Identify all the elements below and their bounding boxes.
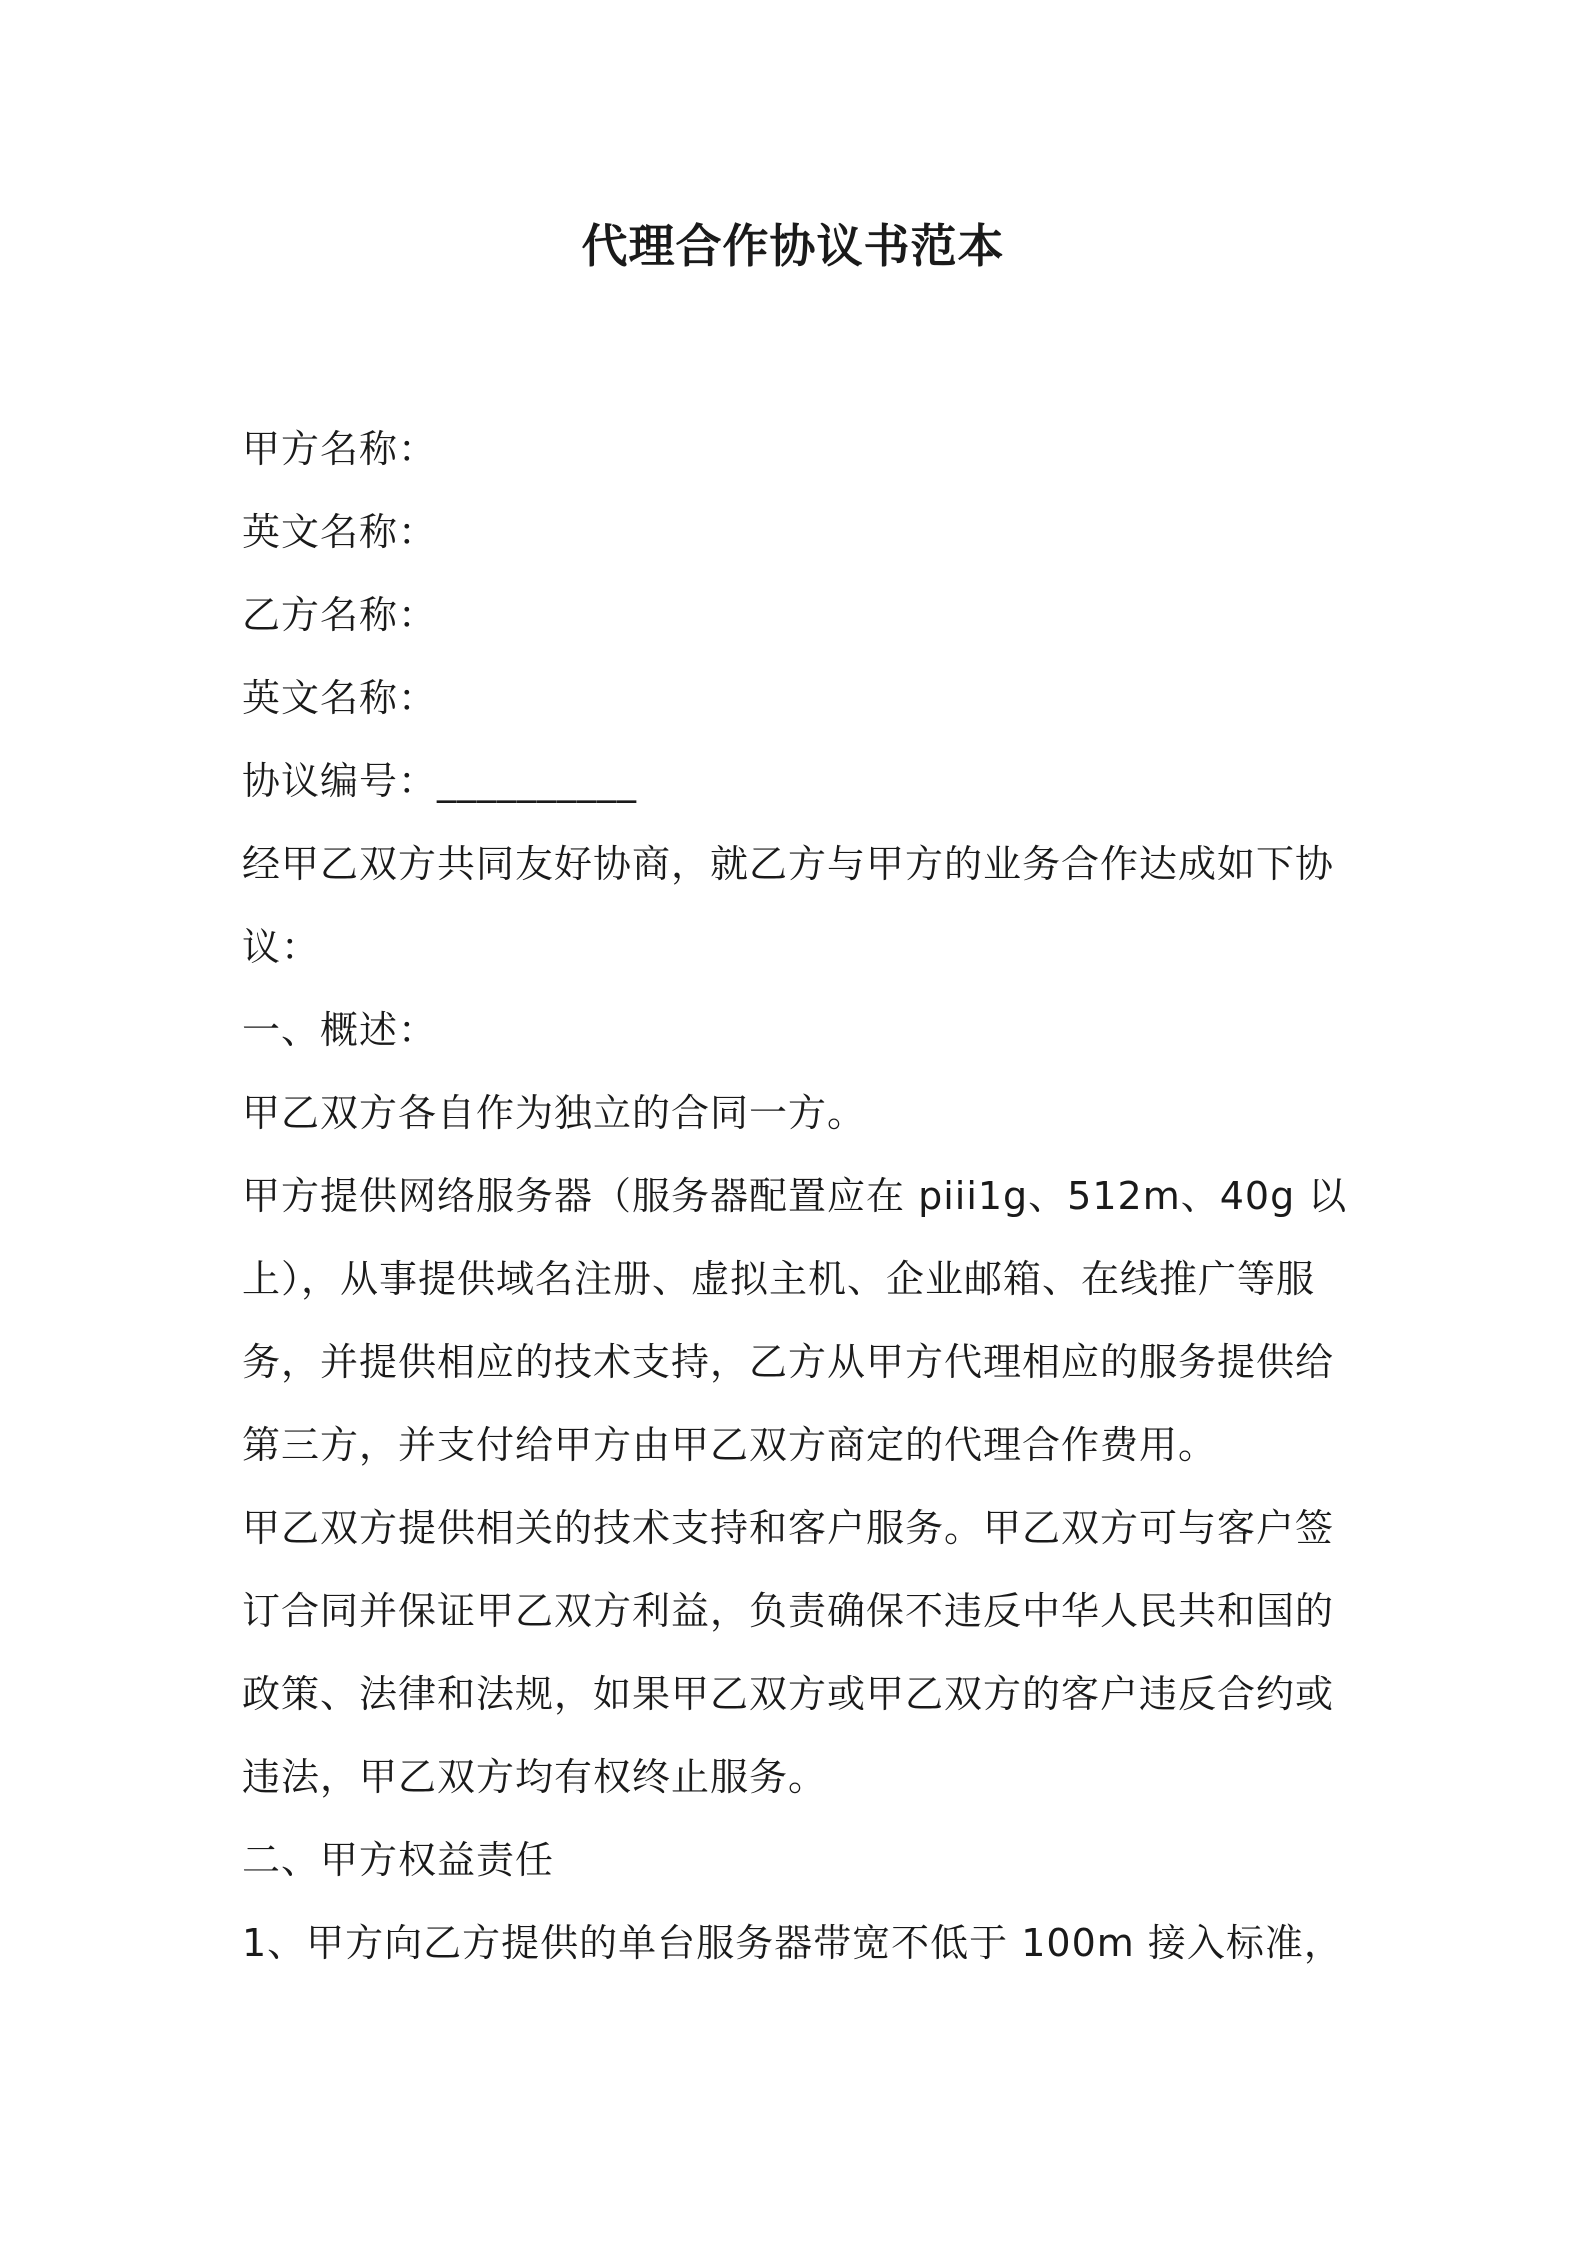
party-a-english-name-field xyxy=(242,491,1352,574)
overview-paragraph-line: 第三方，并支付给甲方由甲乙双方商定的代理合作费用。 xyxy=(242,1423,1218,1467)
agreement-number-blank: __________ xyxy=(437,759,638,803)
party-a-english-name-label: 英文名称： xyxy=(242,510,438,554)
section-heading-party-a-rights: 二、甲方权益责任 xyxy=(242,1838,555,1882)
overview-paragraph-line: 上），从事提供域名注册、虚拟主机、企业邮箱、在线推广等服 xyxy=(242,1257,1316,1301)
agreement-number-label: 协议编号： xyxy=(242,759,438,803)
party-a-name-label: 甲方名称： xyxy=(242,427,438,471)
intro-paragraph-line: 经甲乙双方共同友好协商，就乙方与甲方的业务合作达成如下协 xyxy=(242,842,1335,886)
party-b-english-name-field xyxy=(242,657,1352,740)
overview-paragraph-line: 订合同并保证甲乙双方利益，负责确保不违反中华人民共和国的 xyxy=(242,1589,1335,1633)
document-title: 代理合作协议书范本 xyxy=(581,219,1005,273)
overview-paragraph-line: 政策、法律和法规，如果甲乙双方或甲乙双方的客户违反合约或 xyxy=(242,1672,1335,1716)
overview-paragraph-line: 务，并提供相应的技术支持，乙方从甲方代理相应的服务提供给 xyxy=(242,1340,1335,1384)
section-heading-overview: 一、概述： xyxy=(242,1008,438,1052)
agreement-number-field xyxy=(242,740,1352,823)
intro-paragraph-line: 议： xyxy=(242,925,321,969)
overview-paragraph-line: 违法，甲乙双方均有权终止服务。 xyxy=(242,1755,828,1799)
party-a-name-field xyxy=(242,408,1352,491)
party-a-rights-paragraph-line: 1、甲方向乙方提供的单台服务器带宽不低于 100m 接入标准， xyxy=(242,1921,1343,1965)
overview-paragraph-line: 甲乙双方提供相关的技术支持和客户服务。甲乙双方可与客户签 xyxy=(242,1506,1335,1550)
overview-paragraph-line: 甲方提供网络服务器（服务器配置应在 piii1g、512m、40g 以 xyxy=(242,1174,1348,1218)
party-b-name-label: 乙方名称： xyxy=(242,593,438,637)
party-b-english-name-label: 英文名称： xyxy=(242,676,438,720)
document-body xyxy=(242,408,1352,1985)
party-b-name-field xyxy=(242,574,1352,657)
overview-paragraph-line: 甲乙双方各自作为独立的合同一方。 xyxy=(242,1091,867,1135)
